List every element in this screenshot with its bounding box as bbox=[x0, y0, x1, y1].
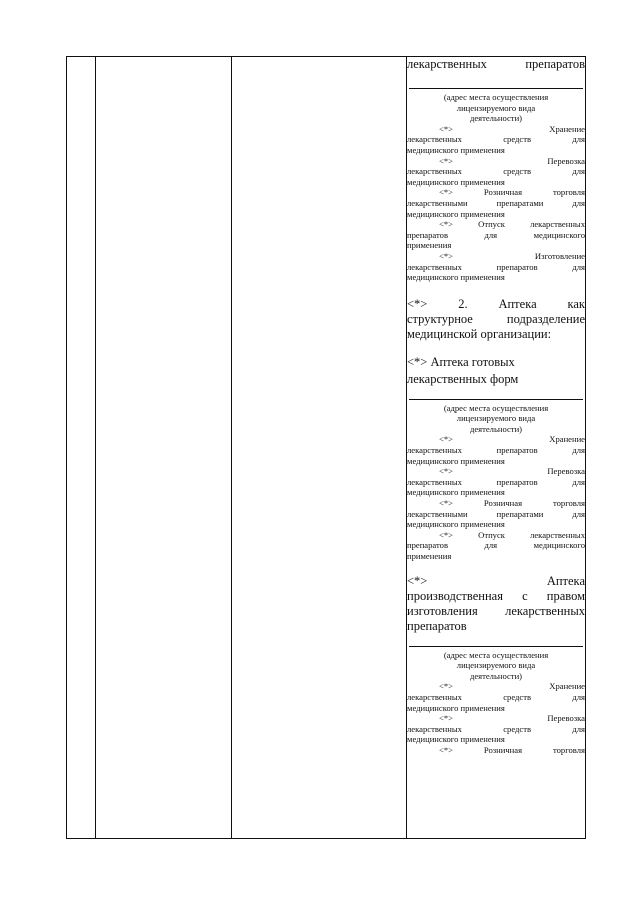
activity-item: <*> Перевозка лекарственных средств для медицинского применения bbox=[407, 155, 585, 187]
activity-item: <*> Перевозка лекарственных средств для медицинского применения bbox=[407, 713, 585, 745]
activity-item: <*> Розничная торговля bbox=[439, 744, 585, 755]
activity-item: <*> Отпуск лекарственных препаратов для медицинского применения bbox=[407, 219, 585, 251]
column-name bbox=[96, 57, 232, 839]
address-underline bbox=[409, 88, 583, 89]
address-caption-3: (адрес места осуществления лицензируемого вида деятельности) bbox=[443, 649, 549, 681]
activity-item: <*> Розничная торговля лекарственными препаратами для медицинского применения bbox=[407, 498, 585, 530]
address-caption-1: (адрес места осуществления лицензируемого вида деятельности) bbox=[443, 92, 549, 124]
address-underline bbox=[409, 399, 583, 400]
activity-item: <*> Хранение лекарственных средств для медицинского применения bbox=[407, 681, 585, 713]
pharmacy-ready-forms: <*> Аптека готовых лекарственных форм bbox=[407, 354, 519, 386]
column-number bbox=[67, 57, 96, 839]
activity-list-1 bbox=[407, 124, 585, 283]
column-activities bbox=[407, 57, 586, 839]
activity-item: <*> Отпуск лекарственных препаратов для медицинского применения bbox=[407, 529, 585, 561]
activity-list-2 bbox=[407, 434, 585, 561]
address-caption-2: (адрес места осуществления лицензируемого вида деятельности) bbox=[443, 402, 549, 434]
activity-item: <*> Хранение лекарственных препаратов для медицинского применения bbox=[407, 434, 585, 466]
address-underline bbox=[409, 646, 583, 647]
activity-item: <*> Перевозка лекарственных препаратов для медицинского применения bbox=[407, 466, 585, 498]
top-line: лекарственных препаратов bbox=[407, 57, 585, 71]
activity-item: <*> Изготовление лекарственных препаратов для медицинского применения bbox=[407, 250, 585, 283]
activity-item: <*> Хранение лекарственных средств для медицинского применения bbox=[407, 123, 585, 155]
activity-item: <*> Розничная торговля лекарственными препаратами для медицинского применения bbox=[407, 187, 585, 219]
document-table bbox=[66, 56, 586, 839]
pharmacy-production: <*> Аптека производственная с правом изготовления лекарственных препаратов bbox=[407, 573, 585, 633]
activity-list-3 bbox=[407, 681, 585, 755]
column-details bbox=[232, 57, 407, 839]
section-2-heading: <*> 2. Аптека как структурное подразделение медицинской организации: bbox=[407, 296, 585, 341]
